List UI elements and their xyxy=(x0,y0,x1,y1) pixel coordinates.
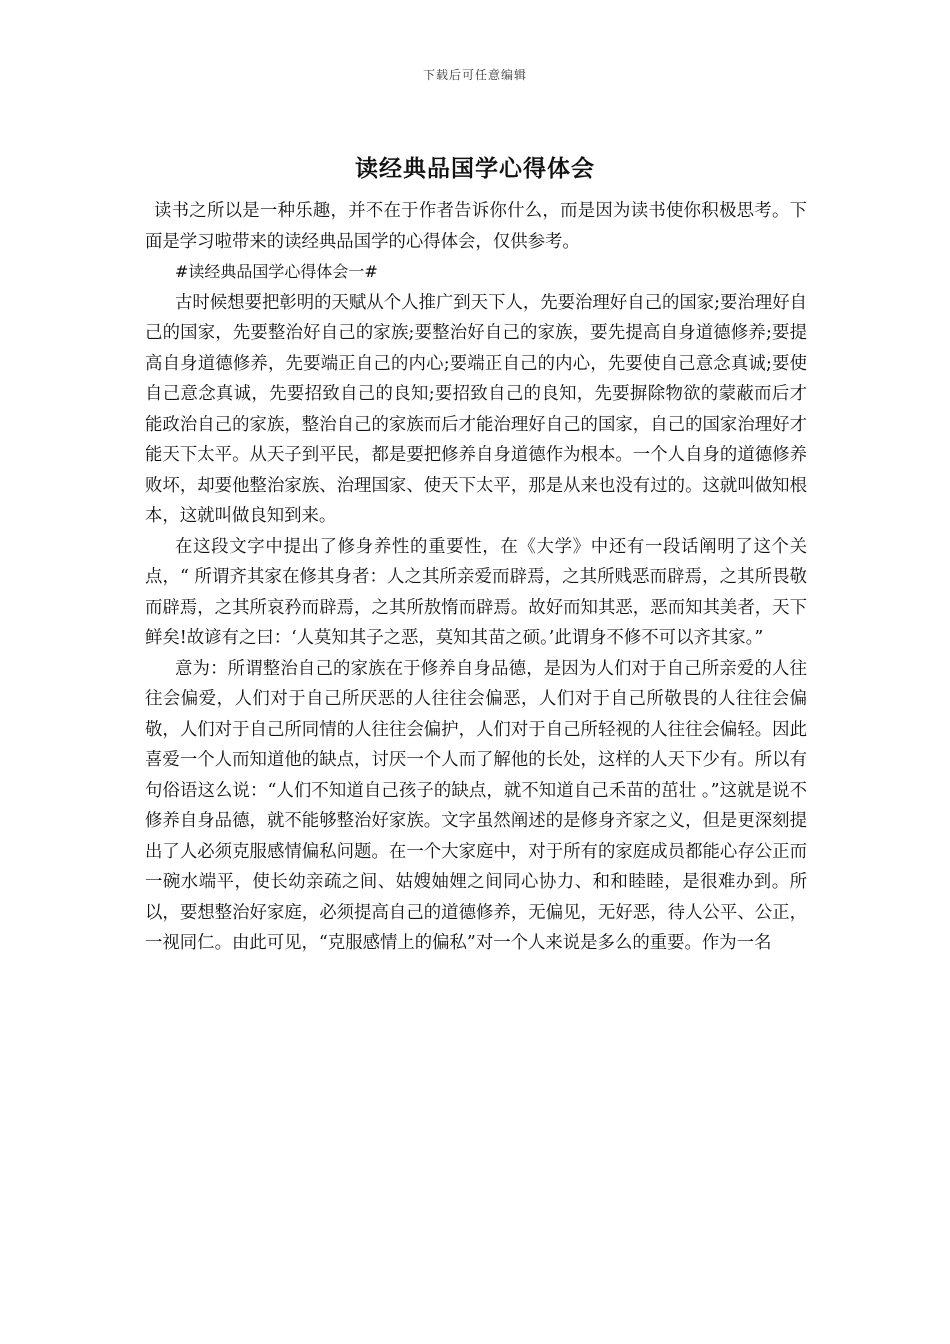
body-paragraph: 古时候想要把彰明的天赋从个人推广到天下人，先要治理好自己的国家;要治理好自己的国家，先要整治好自己的家族;要整治好自己的家族，要先提高自身道德修养;要提高自身道德修养，先要端正自己的内心;要端正自己的内心，先要使自己意念真诚;要使自己意念真诚，先要招致自己的良知;要招致自己的良知，先要摒除物欲的蒙蔽而后才能政治自己的家族，整治自己的家族而后才能治理好自己的国家，自己的国家治理好才能天下太平。从天子到平民，都是要把修养自身道德作为根本。一个人自身的道德修养败坏，却要他整治家族、治理国家、使天下太平，那是从来也没有过的。这就叫做知根本，这就叫做良知到来。 xyxy=(145,292,807,526)
section-heading: #读经典品国学心得体会一# xyxy=(175,262,378,281)
document-title: 读经典品国学心得体会 xyxy=(355,155,595,182)
document-body xyxy=(145,196,807,959)
body-paragraph: 在这段文字中提出了修身养性的重要性，在《大学》中还有一段话阐明了这个关点，“ 所谓齐其家在修其身者：人之其所亲爱而辟焉，之其所贱恶而辟焉，之其所畏敬而辟焉，之其所哀矜而辟焉，之其所敖惰而辟焉。故好而知其恶，恶而知其美者，天下鲜矣!故谚有之曰：‘人莫知其子之恶，莫知其苗之硕。’此谓身不修不可以齐其家。” xyxy=(145,536,807,648)
body-paragraph: 意为：所谓整治自己的家族在于修养自身品德，是因为人们对于自己所亲爱的人往往会偏爱，人们对于自己所厌恶的人往往会偏恶，人们对于自己所敬畏的人往往会偏敬，人们对于自己所同情的人往往会偏护，人们对于自己所轻视的人往往会偏轻。因此喜爱一个人而知道他的缺点，讨厌一个人而了解他的长处，这样的人天下少有。所以有句俗语这么说：“人们不知道自己孩子的缺点，就不知道自己禾苗的茁壮 。”这就是说不修养自身品德，就不能够整治好家族。文字虽然阐述的是修身齐家之义，但是更深刻提出了人必须克服感情偏私问题。在一个大家庭中，对于所有的家庭成员都能心存公正而一碗水端平，使长幼亲疏之间、姑嫂妯娌之间同心协力、和和睦睦，是很难办到。所以，要想整治好家庭，必须提高自己的道德修养，无偏见，无好恶，待人公平、公正，一视同仁。由此可见，“克服感情上的偏私”对一个人来说是多么的重要。作为一名 xyxy=(145,658,807,953)
header-note: 下载后可任意编辑 xyxy=(422,68,527,82)
intro-paragraph: 读书之所以是一种乐趣，并不在于作者告诉你什么，而是因为读书使你积极思考。下面是学习啦带来的读经典品国学的心得体会，仅供参考。 xyxy=(145,201,807,252)
